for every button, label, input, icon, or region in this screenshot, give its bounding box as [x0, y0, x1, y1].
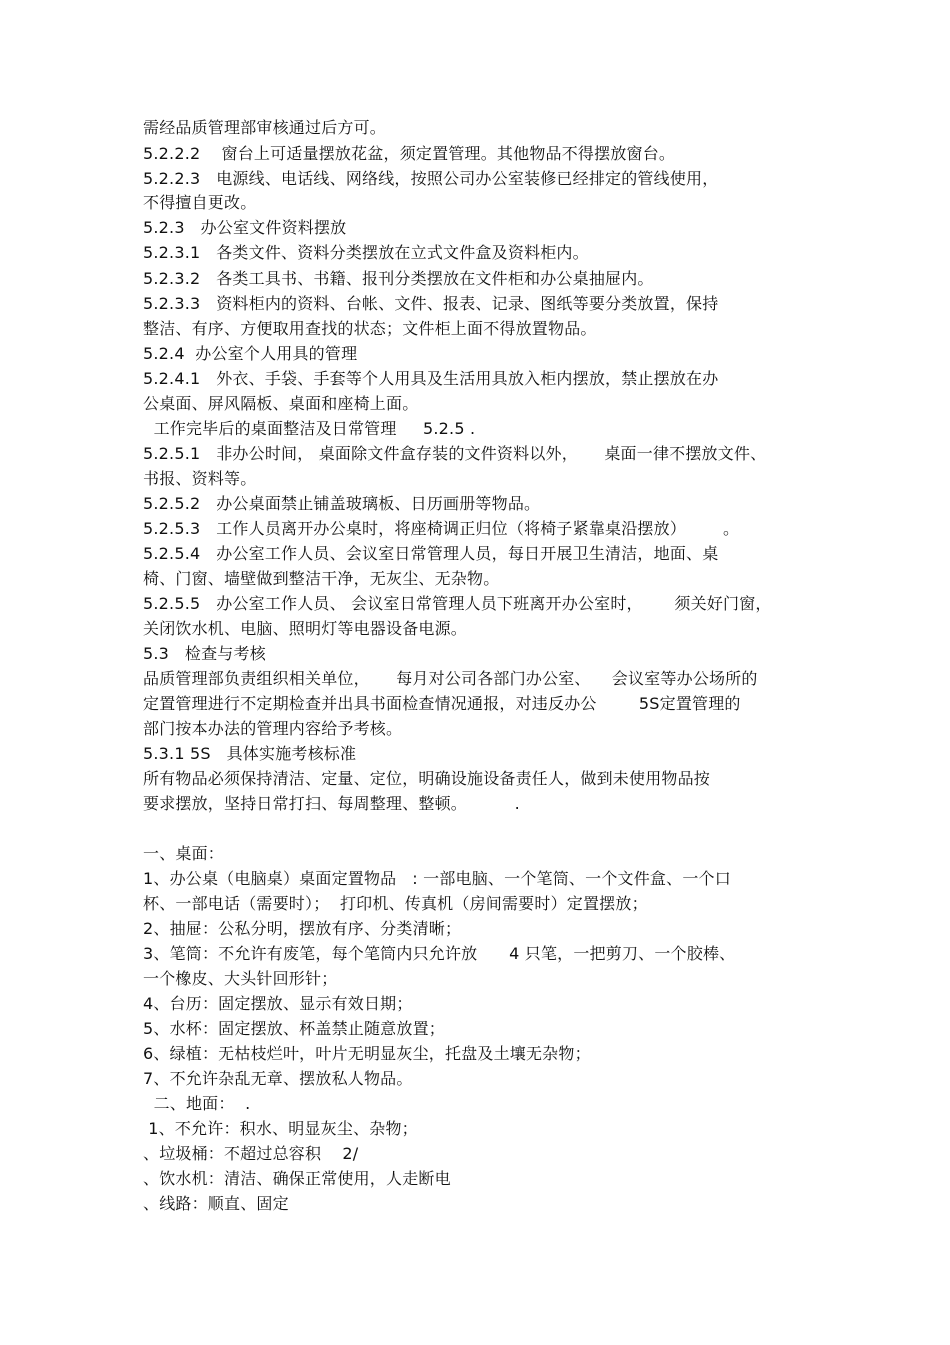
text-line: 所有物品必须保持清洁、定量、定位，明确设施设备责任人，做到未使用物品按: [143, 769, 711, 788]
text-line: 5.2.4.1 外衣、手袋、手套等个人用具及生活用具放入柜内摆放，禁止摆放在办: [143, 369, 719, 388]
text-line: 公桌面、屏风隔板、桌面和座椅上面。: [143, 394, 419, 413]
text-line: 5.2.3.2 各类工具书、书籍、报刊分类摆放在文件柜和办公桌抽屉内。: [143, 269, 654, 288]
text-line: 5.2.5.4 办公室工作人员、会议室日常管理人员，每日开展卫生清洁，地面、桌: [143, 544, 719, 563]
text-line: 二、地面： .: [143, 1094, 251, 1113]
text-line: 5.2.3 办公室文件资料摆放: [143, 218, 347, 237]
text-line: 5.2.4 办公室个人用具的管理: [143, 344, 358, 363]
text-line: 一个橡皮、大头针回形针；: [143, 969, 338, 988]
text-line: 一、桌面：: [143, 844, 225, 863]
text-line: 、垃圾桶：不超过总容积 2/: [143, 1144, 359, 1163]
text-line: 椅、门窗、墙壁做到整洁干净，无灰尘、无杂物。: [143, 569, 500, 588]
text-line: 1、办公桌（电脑桌）桌面定置物品 : 一部电脑、一个笔筒、一个文件盒、一个口: [143, 869, 731, 888]
text-line: 1、不允许：积水、明显灰尘、杂物；: [143, 1119, 418, 1138]
text-line: 品质管理部负责组织相关单位， 每月对公司各部门办公室、 会议室等办公场所的: [143, 669, 758, 688]
text-line: 4、台历：固定摆放、显示有效日期；: [143, 994, 413, 1013]
text-line: 5.2.3.1 各类文件、资料分类摆放在立式文件盒及资料柜内。: [143, 243, 589, 262]
text-line: 5.3.1 5S 具体实施考核标准: [143, 744, 357, 763]
text-line: 杯、一部电话（需要时）； 打印机、传真机（房间需要时）定置摆放；: [143, 894, 648, 913]
text-line: 5.2.2.2 窗台上可适量摆放花盆，须定置管理。其他物品不得摆放窗台。: [143, 144, 676, 163]
text-line: 5.2.3.3 资料柜内的资料、台帐、文件、报表、记录、图纸等要分类放置，保持: [143, 294, 719, 313]
text-line: 5.2.5.3 工作人员离开办公桌时，将座椅调正归位（将椅子紧靠桌沿摆放） 。: [143, 519, 740, 538]
text-line: 5.2.5.2 办公桌面禁止铺盖玻璃板、日历画册等物品。: [143, 494, 541, 513]
text-line: 、线路：顺直、固定: [143, 1194, 289, 1213]
text-line: 定置管理进行不定期检查并出具书面检查情况通报，对违反办公 5S定置管理的: [143, 694, 741, 713]
text-line: 不得擅自更改。: [143, 193, 257, 212]
text-line: 5.2.5.5 办公室工作人员、 会议室日常管理人员下班离开办公室时， 须关好门窗，: [143, 594, 772, 613]
text-line: 5.2.5.1 非办公时间， 桌面除文件盒存装的文件资料以外， 桌面一律不摆放文件、: [143, 444, 767, 463]
text-line: 5.2.2.3 电源线、电话线、网络线，按照公司办公室装修已经排定的管线使用，: [143, 169, 719, 188]
text-line: 7、不允许杂乱无章、摆放私人物品。: [143, 1069, 413, 1088]
text-line: 6、绿植：无枯枝烂叶，叶片无明显灰尘，托盘及土壤无杂物；: [143, 1044, 591, 1063]
text-line: 5、水杯：固定摆放、杯盖禁止随意放置；: [143, 1019, 445, 1038]
text-line: 需经品质管理部审核通过后方可。: [143, 118, 387, 137]
text-line: 3、笔筒：不允许有废笔，每个笔筒内只允许放 4 只笔，一把剪刀、一个胶棒、: [143, 944, 736, 963]
text-line: 要求摆放，坚持日常打扫、每周整理、整顿。 .: [143, 794, 520, 813]
text-line: 5.3 检查与考核: [143, 644, 266, 663]
text-line: 整洁、有序、方便取用查找的状态；文件柜上面不得放置物品。: [143, 319, 597, 338]
text-line: 部门按本办法的管理内容给予考核。: [143, 719, 403, 738]
text-line: 书报、资料等。: [143, 469, 257, 488]
text-line: 2、抽屉：公私分明，摆放有序、分类清晰；: [143, 919, 462, 938]
text-line: 、饮水机：清洁、确保正常使用，人走断电: [143, 1169, 451, 1188]
text-line: 工作完毕后的桌面整洁及日常管理 5.2.5 .: [143, 419, 476, 438]
text-line: 关闭饮水机、电脑、照明灯等电器设备电源。: [143, 619, 468, 638]
